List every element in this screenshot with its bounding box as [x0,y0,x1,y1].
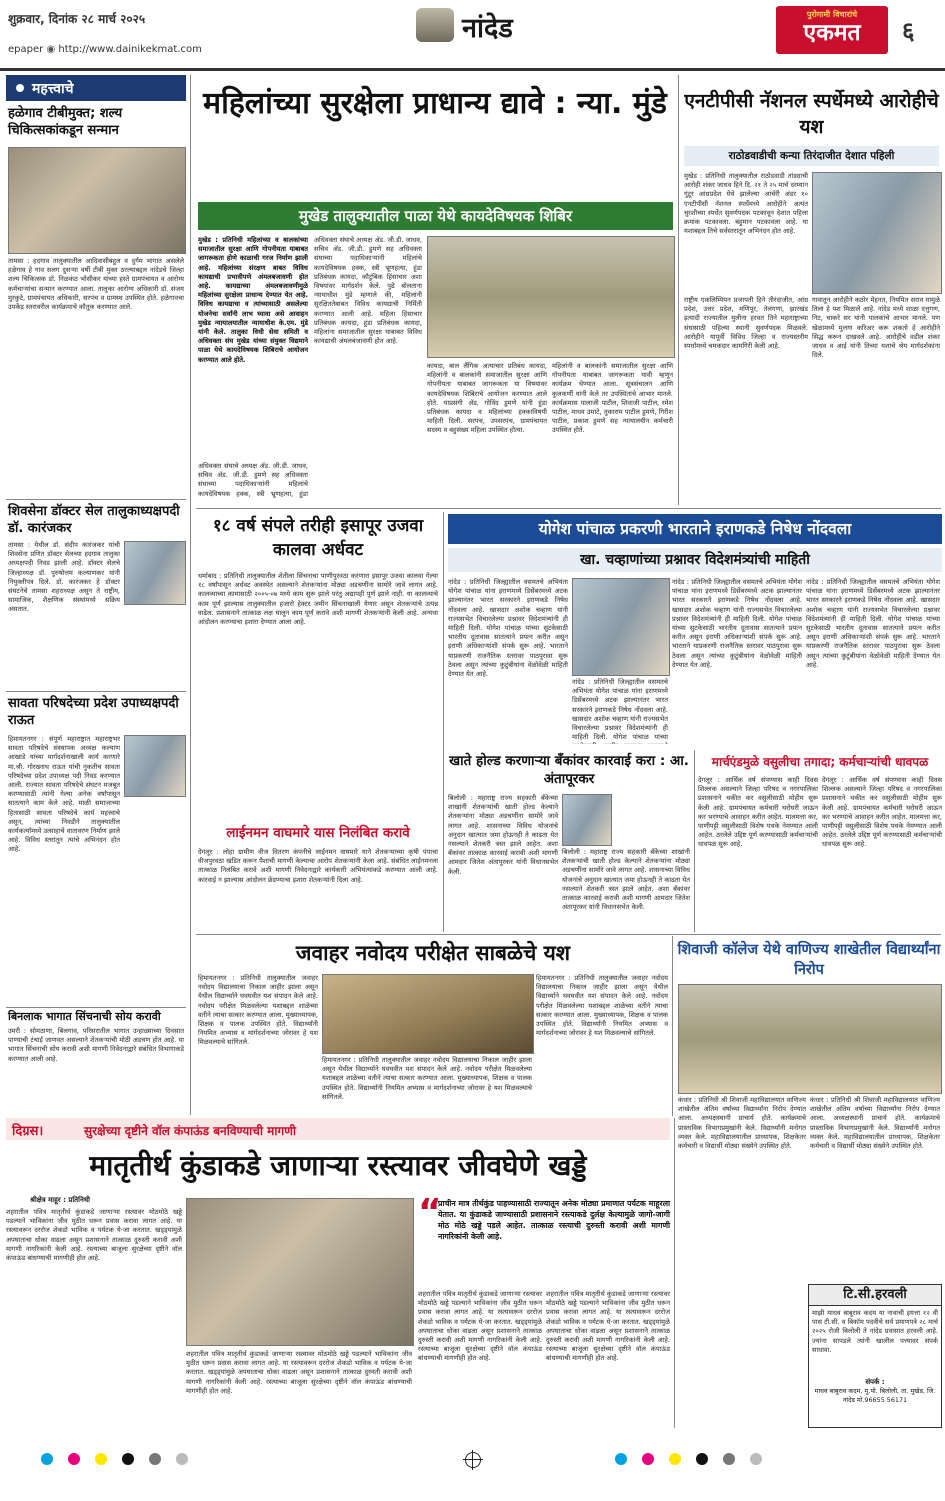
bank-vline [694,750,695,932]
notice-contact-label: संपर्क : [865,1378,885,1386]
road-body-4: शहरातील पवित्र मातृतीर्थ कुंडाकडे जाणाऱ्या रस्त्यावर मोठमोठे खड्डे पडल्याने भाविकांना जीव मुठीत धरून प्रवास करावा लागत आहे. या रस्त्यावरून दररोज शेकडो भाविक व पर्यटक ये-जा करतात. खड्ड्यांमुळे अपघाताचा धोका वाढला असून प्रशासनाने तात्काळ दुरुस्ती करावी अशी मागणी नागरिकांनी केली आहे. रस्त्याच्या बाजूला सुरक्षेच्या दृष्टीने वॉल कंपाऊंड बांधण्याची मागणीही होत आहे. [546,1290,670,1363]
city-name: नांदेड [462,13,513,44]
s4-body: उमरी : सोमठाणा, बिलगाव, परिसरातील भागात उन्हाळ्याच्या दिवसात पाण्याची टंचाई जाणवत असल्याने शेतकऱ्यांची मोठी अडचण होत आहे. या भागात सिंचनाची सोय करावी अशी मागणी निवेदनाद्वारे संबंधित विभागाकडे करण्यात आली आहे. [8,1027,184,1063]
road-body: शहरातील पवित्र मातृतीर्थ कुंडाकडे जाणाऱ्या रस्त्यावर मोठमोठे खड्डे पडल्याने भाविकांना जीव मुठीत धरून प्रवास करावा लागत आहे. या रस्त्यावरून दररोज शेकडो भाविक व पर्यटक ये-जा करतात. खड्ड्यांमुळे अपघाताचा धोका वाढला असून प्रशासनाने तात्काळ दुरुस्ती करावी अशी मागणी नागरिकांनी केली आहे. रस्त्याच्या बाजूला सुरक्षेच्या दृष्टीने वॉल कंपाऊंड बांधण्याची मागणीही होत आहे. [6,1208,182,1263]
lead-col4: महिलांनी व बालकांनी समाजातील सुरक्षा आणि गोपनीयता याबाबत जागरूकता यावी म्हणून कार्यक्रम घेण्यात आला. सूत्रसंचालन आणि कुलकर्णी यांनी केले तर उपस्थितांचे आभार मानले. कार्यक्रमास पालाजी पाटील, शिवाजी पाटील, रमेश पाटील, माधव उमाटे, तुकाराम पाटील डुमणे, गिरीश पाटील, प्रकाश डुमणे सह न्यायालयीन कर्मचारी उपस्थित होते. [552,362,673,435]
lead-vline [678,75,679,505]
yellow-dot-icon [95,1453,107,1465]
athlete-subhead: राठोडवाडीची कन्या तिरंदाजीत देशात पहिली [684,146,939,166]
road-photo [186,1198,414,1346]
yellow-dot-icon [669,1453,681,1465]
section-label-text: महत्त्वाचे [32,81,74,97]
navodaya-body-2: हिमायतनगर : प्रतिनिधी तालुक्यातील जवाहर नवोदय विद्यालयाचा निकाल जाहीर झाला असून येथील विद्यार्थ्याने घवघवीत यश संपादन केले आहे. नवोदय परीक्षेत मिळवलेल्या यशाबद्दल शाळेच्या वतीने त्याचा सत्कार करण्यात आला. मुख्याध्यापक, शिक्षक व पालक उपस्थित होते. विद्यार्थ्यांनी नियमित अभ्यास व मार्गदर्शनाच्या जोरावर हे यश मिळवल्याचे सांगितले. [322,1056,532,1101]
lead-photo [427,236,675,358]
s1-photo [8,147,186,254]
bank-body: बिलोली : महाराष्ट्र राज्य सहकारी बँकेच्या शाखांनी शेतकऱ्यांची खाती होल्ड केल्याने शेतकऱ्यांना मोठ्या अडचणींना सामोरे जावे लागत आहे. शासनाच्या विविध योजनांचे अनुदान खात्यात जमा होऊनही ते काढता येत नसल्याने शेतकरी त्रस्त झाले आहेत. अशा बँकांवर तात्काळ कारवाई करावी अशी मागणी आमदार जितेश अंतापूरकर यांनी विधानसभेत केली. [448,794,558,876]
lead-col2: अधिवक्ता संघाचे अध्यक्ष ॲड. जी.डी. जाधव, सचिव ॲड. जी.डी. डुमणे सह अधिवक्ता संघाच्या पदाधिकाऱ्यांनी महिलांचे कायदेविषयक हक्क, स्त्री भ्रूणहत्या, हुंडा प्रतिबंधक कायदा, कौटुंबिक हिंसाचार अशा विषयांवर मार्गदर्शन केले. पुढे बोलताना न्यायाधीश मुंडे म्हणाले की, महिलांनी सुरक्षिततेबाबत विविध कायद्याची निर्मिती करण्यात आली आहे. महिला हिंसाचार प्रतिबंधक कायदा, हुंडा प्रतिबंधक कायदा, महिलांना समाजातील सुरक्षा याबाबत विविध कायद्याची अंमलबजावणी होत आहे. [314,236,422,346]
lead-col1-tail: अधिवक्ता संघाचे अध्यक्ष ॲड. जी.डी. जाधव, सचिव ॲड. जी.डी. डुमणे सह अधिवक्ता संघाच्या पदाधिकाऱ्यांनी महिलांचे कायदेविषयक हक्क, स्त्री भ्रूणहत्या, हुंडा [198,462,308,498]
navodaya-body: हिमायतनगर : प्रतिनिधी तालुक्यातील जवाहर नवोदय विद्यालयाचा निकाल जाहीर झाला असून येथील विद्यार्थ्याने घवघवीत यश संपादन केले आहे. नवोदय परीक्षेत मिळवलेल्या यशाबद्दल शाळेच्या वतीने त्याचा सत्कार करण्यात आला. मुख्याध्यापक, शिक्षक व पालक उपस्थित होते. विद्यार्थ्यांनी नियमित अभ्यास व मार्गदर्शनाच्या जोरावर हे यश मिळवल्याचे सांगितले. [198,974,318,1047]
shivaji-body: कंधार : प्रतिनिधी श्री शिवाजी महाविद्यालयात वाणिज्य शाखेतील अंतिम वर्षाच्या विद्यार्थ्यांना निरोप देण्यात आला. अध्यक्षस्थानी प्राचार्य होते. कार्यक्रमाचे प्रास्ताविक विभागप्रमुखांनी केले. विद्यार्थ्यांनी मनोगत व्यक्त केले. महाविद्यालयातील प्राध्यापक, शिक्षकेतर कर्मचारी व विद्यार्थी मोठ्या संख्येने उपस्थित होते. [678,1096,806,1151]
masthead [0,0,945,70]
road-quote [418,1192,670,1280]
road-band [6,1118,670,1140]
lead-subhead: मुखेड तालुक्यातील पाळा येथे कायदेविषयक शिबिर [198,202,673,230]
paper-logo [776,6,888,54]
bank-headline: खाते होल्ड करणाऱ्या बँकांवर कारवाई करा : आ. अंतापूरकर [449,753,689,787]
yogesh-subhead: खा. चव्हाणांच्या प्रश्नावर विदेशमंत्र्यांची माहिती [448,548,942,572]
notice-body: माझी माधव बाबुराव कदम या नावाची इयत्ता १२ वी पास टी.सी. व बिकॉम पदवीचे सर्व प्रमाणपत्रे २८ मार्च २०२५ रोजी बिलोली ते नांदेड प्रवासात हरवली आहे. ज्यांना सापडले त्यांनी खालील पत्त्यावर संपर्क साधावा. [812,1309,938,1354]
road-byline: श्रीक्षेत्र माहूर : प्रतिनिधी [30,1196,90,1204]
road-vline [674,1118,675,1428]
section-label [6,75,186,101]
s2-photo [124,541,186,605]
mid-hrule [196,508,941,509]
sidebar-vline [190,75,191,1115]
shivaji-body-2: कंधार : प्रतिनिधी श्री शिवाजी महाविद्यालयात वाणिज्य शाखेतील अंतिम वर्षाच्या विद्यार्थ्यांना निरोप देण्यात आला. अध्यक्षस्थानी प्राचार्य होते. कार्यक्रमाचे प्रास्ताविक विभागप्रमुखांनी केले. विद्यार्थ्यांनी मनोगत व्यक्त केले. महाविद्यालयातील प्राध्यापक, शिक्षकेतर कर्मचारी व विद्यार्थी मोठ्या संख्येने उपस्थित होते. [810,1096,940,1151]
color-bar-left [36,1450,336,1470]
city-badge [416,6,571,46]
yogesh-body-3: नांदेड : प्रतिनिधी जिल्ह्यातील वसमतचे अभियंता योगेश पांचाळ यांना इराणमध्ये डिसेंबरमध्ये अटक झाल्यानंतर भारत सरकारने इराणकडे निषेध नोंदवला आहे. खासदार अशोक चव्हाण यांनी राज्यसभेत विचारलेल्या प्रश्नावर विदेशमंत्र्यांनी ही माहिती दिली. योगेश पांचाळ यांच्या सुटकेसाठी भारतीय दूतावास सातत्याने प्रयत्न करीत असून इराणी अधिकाऱ्यांशी संपर्क सुरू आहे. भारताने याप्रकरणी राजनैतिक स्तरावर पाठपुरावा सुरू ठेवला असून त्यांच्या कुटुंबीयांना वेळोवेळी माहिती देण्यात येत आहे. [672,578,802,669]
s1-body: तामसा : हदगाव तालुक्यातील आदिवासीबहुल व दुर्गम भागात असलेले हळेगाव हे गाव सलग दुसऱ्या वर्षी टीबी मुक्त ठरल्याबद्दल नांदेडचे जिल्हा शल्य चिकित्सक डॉ. निळकंठ भोसीकर यांच्या हस्ते ग्रामपंचायत व आरोग्य कर्मचाऱ्यांचा सन्मान करण्यात आला. तालुका आरोग्य अधिकारी डॉ. संजय मुरकुटे, ग्रामपंचायत अधिकारी, सरपंच व ग्रामस्थ उपस्थित होते. हळेगावचा उपकेंद्र स्तरावरील कार्यक्रमाचे कौतुक करण्यात आले. [8,257,184,312]
s3-photo [124,735,186,797]
shivaji-headline: शिवाजी कॉलेज येथे वाणिज्य शाखेतील विद्यार्थ्यांना निरोप [677,942,941,978]
lead-col3: कायदा, बाल लैंगिक अत्याचार प्रतिबंध कायदा, महिलांनी व बालकांनी समाजातील सुरक्षा आणि गोपनीयता याबाबत जागरूकता या विषयावर कायदेविषयक शिबिराचे आयोजन करण्यात आले होते. याप्रसंगी ॲड. गोविंद डुमणे यांनी हुंडा प्रतिबंधक कायदा व महिलांच्या हक्काविषयी माहिती दिली. सरपंच, उपसरपंच, ग्रामपंचायत सदस्य व बहुसंख्य महिला उपस्थित होत्या. [427,362,547,435]
lineman-headline: लाईनमन वाघमारे यास निलंबित करावे [226,825,410,841]
city-emblem-icon [416,8,454,42]
epaper-line [8,44,202,55]
s2-title: शिवसेना डॉक्टर सेल तालुकाध्यक्षपदी डॉ. कारंजकर [8,504,180,536]
isapur-vline [443,512,444,932]
site-url[interactable]: http://www.dainikekmat.com [58,44,202,55]
athlete-body3: गावातून आरोहीने कठोर मेहनत, नियमित सराव यामुळे तिला हे यश मिळाले आहे. नांदेड मध्ये शाळा दत्तुगण, निट, चाकरे सर यांनी पालकांचे आभार मानले. पण खेळामध्ये मुलगा करिअर करू शकतो हे आरोहीने सिद्ध करून दाखवले आहे. आरोहीचे वडील शंकर जाधव व आई यांनी तिच्या यशाचे श्रेय मार्गदर्शकांना दिले. [812,296,940,360]
lead-headline: महिलांच्या सुरक्षेला प्राधान्य द्यावे : न्या. मुंडे [203,86,667,121]
paper-tagline: पुरोगामी विचारांचे [806,10,858,19]
yogesh-photo [572,578,670,676]
black-dot-icon [122,1453,134,1465]
yogesh-body-2: नांदेड : प्रतिनिधी जिल्ह्यातील वसमतचे अभियंता योगेश पांचाळ यांना इराणमध्ये डिसेंबरमध्ये अटक झाल्यानंतर भारत सरकारने इराणकडे निषेध नोंदवला आहे. खासदार अशोक चव्हाण यांनी राज्यसभेत विचारलेल्या प्रश्नावर विदेशमंत्र्यांनी ही माहिती दिली. योगेश पांचाळ यांच्या [572,678,668,742]
hrule-2 [196,934,941,935]
march-body-2: देगलूर : आर्थिक वर्ष संपण्यास काही दिवस शिल्लक असल्याने जिल्हा परिषद व नगरपालिका प्रशासनाने थकीत कर वसुलीसाठी मोहीम सुरू केली आहे. ग्रामपंचायत कर्मचारी घरोघरी जाऊन कर भरण्याचे आवाहन करीत आहेत. मालमत्ता कर, पाणीपट्टी वसुलीसाठी विशेष पथके नेमण्यात आली आहेत. ठरलेले उद्दिष्ट पूर्ण करण्यासाठी कर्मचाऱ्यांची धावपळ सुरू आहे. [822,776,942,849]
march-headline: मार्चएंडमुळे वसुलीचा तगादा; कर्मचाऱ्यांची धावपळ [711,755,929,769]
road-quote-text: प्राचीन मात्र तीर्थकुंड पाहण्यासाठी राज्यातून अनेक मोठ्या प्रमाणात पर्यटक माहूरला येतात. या कुंडाकडे जाण्यासाठी प्रशासनाने रस्त्याकडे दुर्लक्ष केल्यामुळे जागो-जागी मोठ मोठे खड्डे पडले आहेत. तात्काळ रस्त्याची दुरुस्ती करावी अशी मागणी नागरिकांनी केली आहे. [438,1199,670,1241]
masthead-rule [0,68,945,71]
bank-photo [562,794,612,846]
yogesh-body-4: नांदेड : प्रतिनिधी जिल्ह्यातील वसमतचे अभियंता योगेश पांचाळ यांना इराणमध्ये डिसेंबरमध्ये अटक झाल्यानंतर भारत सरकारने इराणकडे निषेध नोंदवला आहे. खासदार अशोक चव्हाण यांनी राज्यसभेत विचारलेल्या प्रश्नावर विदेशमंत्र्यांनी ही माहिती दिली. योगेश पांचाळ यांच्या सुटकेसाठी भारतीय दूतावास सातत्याने प्रयत्न करीत असून इराणी अधिकाऱ्यांशी संपर्क सुरू आहे. भारताने याप्रकरणी राजनैतिक स्तरावर पाठपुरावा सुरू ठेवला असून त्यांच्या कुटुंबीयांना वेळोवेळी माहिती देण्यात येत आहे. [806,578,940,669]
bank-body-2: बिलोली : महाराष्ट्र राज्य सहकारी बँकेच्या शाखांनी शेतकऱ्यांची खाती होल्ड केल्याने शेतकऱ्यांना मोठ्या अडचणींना सामोरे जावे लागत आहे. शासनाच्या विविध योजनांचे अनुदान खात्यात जमा होऊनही ते काढता येत नसल्याने शेतकरी त्रस्त झाले आहेत. अशा बँकांवर तात्काळ कारवाई करावी अशी मागणी आमदार जितेश अंतापूरकर यांनी विधानसभेत केली. [562,848,690,912]
notice-box [808,1284,942,1428]
sidebar [6,75,186,1115]
magenta-dot-icon [642,1453,654,1465]
road-body-3: शहरातील पवित्र मातृतीर्थ कुंडाकडे जाणाऱ्या रस्त्यावर मोठमोठे खड्डे पडल्याने भाविकांना जीव मुठीत धरून प्रवास करावा लागत आहे. या रस्त्यावरून दररोज शेकडो भाविक व पर्यटक ये-जा करतात. खड्ड्यांमुळे अपघाताचा धोका वाढला असून प्रशासनाने तात्काळ दुरुस्ती करावी अशी मागणी नागरिकांनी केली आहे. रस्त्याच्या बाजूला सुरक्षेच्या दृष्टीने वॉल कंपाऊंड बांधण्याची मागणीही होत आहे. [418,1290,542,1363]
color-bar-right [610,1450,910,1470]
road-headline: मातृतीर्थ कुंडाकडे जाणाऱ्या रस्त्यावर जीवघेणे खड्डे [89,1149,587,1182]
isapur-body: धर्माबाद : प्रतिनिधी तालुक्यातील शेतीला सिंचनाचा पाणीपुरवठा करणारा इसापूर उजवा कालवा गेल्या १८ वर्षांपासून अर्धवट अवस्थेत असल्याने शेतकऱ्यांना मोठ्या अडचणींना सामोरे जावे लागत आहे. कालव्याच्या कामासाठी २००५-०७ मध्ये काम सुरू झाले परंतु अद्यापही पूर्ण झाले नाही. या कालव्याचे काम पूर्ण झाल्यास तालुक्यातील हजारो हेक्टर जमीन सिंचनाखाली येणार असून शेतकऱ्यांचे उत्पन्न वाढेल. प्रशासनाने तात्काळ लक्ष घालून काम पूर्ण करावे अशी मागणी शेतकऱ्यांनी केली आहे. अन्यथा आंदोलन करण्याचा इशारा देण्यात आला आहे. [198,572,438,627]
navodaya-body-3: हिमायतनगर : प्रतिनिधी तालुक्यातील जवाहर नवोदय विद्यालयाचा निकाल जाहीर झाला असून येथील विद्यार्थ्याने घवघवीत यश संपादन केले आहे. नवोदय परीक्षेत मिळवलेल्या यशाबद्दल शाळेच्या वतीने त्याचा सत्कार करण्यात आला. मुख्याध्यापक, शिक्षक व पालक उपस्थित होते. विद्यार्थ्यांनी नियमित अभ्यास व मार्गदर्शनाच्या जोरावर हे यश मिळवल्याचे सांगितले. [536,974,668,1038]
registration-mark-icon [465,1452,481,1468]
march-body: देगलूर : आर्थिक वर्ष संपण्यास काही दिवस शिल्लक असल्याने जिल्हा परिषद व नगरपालिका प्रशासनाने थकीत कर वसुलीसाठी मोहीम सुरू केली आहे. ग्रामपंचायत कर्मचारी घरोघरी जाऊन कर भरण्याचे आवाहन करीत आहेत. मालमत्ता कर, पाणीपट्टी वसुलीसाठी विशेष पथके नेमण्यात आली आहेत. ठरलेले उद्दिष्ट पूर्ण करण्यासाठी कर्मचाऱ्यांची धावपळ सुरू आहे. [698,776,818,849]
athlete-body2: राष्ट्रीय एकलिम्पियन प्रजापती हिने तीरंदाजीत, आंध्र प्रदेश, उत्तर प्रदेश, मणिपूर, तेलंगणा, झारखंड इत्यादी राज्यातील मुलीना हरवत तिने महाराष्ट्राच्या संघासाठी पहिल्या स्थानी सुवर्णपदक मिळवले. आरोहीने यापूर्वी विविध जिल्हा व राज्यस्तरीय स्पर्धांमध्ये चमकदार कामगिरी केली आहे. [684,296,808,351]
globe-icon: ◉ [46,44,56,55]
yogesh-body: नांदेड : प्रतिनिधी जिल्ह्यातील वसमतचे अभियंता योगेश पांचाळ यांना इराणमध्ये डिसेंबरमध्ये अटक झाल्यानंतर भारत सरकारने इराणकडे निषेध नोंदवला आहे. खासदार अशोक चव्हाण यांनी राज्यसभेत विचारलेल्या प्रश्नावर विदेशमंत्र्यांनी ही माहिती दिली. योगेश पांचाळ यांच्या सुटकेसाठी भारतीय दूतावास सातत्याने प्रयत्न करीत असून इराणी अधिकाऱ्यांशी संपर्क सुरू आहे. भारताने याप्रकरणी राजनैतिक स्तरावर पाठपुरावा सुरू ठेवला असून त्यांच्या कुटुंबीयांना वेळोवेळी माहिती देण्यात येत आहे. [448,578,568,679]
navodaya-vline [672,936,673,1116]
gray-dot-icon [149,1453,161,1465]
navodaya-headline: जवाहर नवोदय परीक्षेत साबळेचे यश [295,941,571,965]
notice-contact: माधव बाबुराव कदम, मु.पो. बिलोली, ता. मुखेड, जि. नांदेड मो.96655 56171 [814,1387,936,1404]
date-line: शुक्रवार, दिनांक २८ मार्च २०२५ [8,12,146,26]
epaper-label: epaper [8,44,44,55]
isapur-headline: १८ वर्ष संपले तरीही इसापूर उजवा कालवा अर्धवट [212,516,424,560]
athlete-body1: मुखेड : प्रतिनिधी तालुक्यातील राठोडवाडी तांड्याची आरोही शंकर जाधव हिने दि. २१ ते २५ मार्च दरम्यान गुंटूर आंध्रप्रदेश येथे झालेल्या आर्चरी अंडर १० एनटीपीसी नॅशनल स्पर्धेमध्ये आरोहीने अत्यंत चुरशीच्या स्पर्धेत सुवर्णपदक पटकावून देशात पहिला क्रमांक पटकावला. बहुमान पटकावला आहे. या यशाबद्दल तिचे सर्वस्तरातून अभिनंदन होत आहे. [684,172,808,236]
sidebar-divider-2 [6,691,186,692]
s3-body: हिमायतनगर : संपूर्ण महाराष्ट्रात महाराष्ट्रभर सावता परिषदेचे संस्थापक अध्यक्ष कल्याण आखाडे यांच्या मार्गदर्शनाखाली कार्य करणारे मा.श्री. गोरख्नाथ राऊत यांची नुकतीच सावता परिषदेच्या प्रदेश उपाध्यक्ष पदी निवड करण्यात आली. राज्यात सावता परिषदेचे संघटन मजबूत करण्यासाठी त्यांनी गेल्या अनेक वर्षांपासून सातत्याने काम केले आहे. माळी समाजाच्या हितासाठी सावता परिषदेचे कार्य महत्त्वाचे असून, त्यांच्या निवडीने तालुक्यातील कार्यकर्त्यांमध्ये उत्साहाचे वातावरण निर्माण झाले आहे. विविध स्तरांतून त्यांचे अभिनंदन होत आहे. [8,735,120,854]
s3-title: सावता परिषदेच्या प्रदेश उपाध्यक्षपदी राऊत [8,696,179,728]
gray-dot-icon [723,1453,735,1465]
road-band-place: दिग्रस। [12,1124,44,1139]
s2-body: तामसा : येथील डॉ. संदीप कारंजकर यांची शिवसेना प्रणित डॉक्टर सेलच्या हदगाव तालुका अध्यक्षपदी निवड झाली आहे. डॉक्टर सेलचे जिल्हाध्यक्ष डॉ. पुरुषोत्तम कल्याणकर यांनी नियुक्तीपत्र दिले. डॉ. कारंजकर हे डॉक्टर संघटनेचे तामसा शहराध्यक्ष असून ते राष्ट्रीय, सामाजिक, शैक्षणिक संस्थांमध्ये सक्रिय असतात. [8,541,120,614]
black-dot-icon [696,1453,708,1465]
section-marker-icon [16,84,24,92]
quote-mark-icon: “ [418,1192,442,1233]
navodaya-photo [322,974,534,1054]
cyan-dot-icon [615,1453,627,1465]
road-body-2: शहरातील पवित्र मातृतीर्थ कुंडाकडे जाणाऱ्या रस्त्यावर मोठमोठे खड्डे पडल्याने भाविकांना जीव मुठीत धरून प्रवास करावा लागत आहे. या रस्त्यावरून दररोज शेकडो भाविक व पर्यटक ये-जा करतात. खड्ड्यांमुळे अपघाताचा धोका वाढला असून प्रशासनाने तात्काळ दुरुस्ती करावी अशी मागणी नागरिकांनी केली आहे. रस्त्याच्या बाजूला सुरक्षेच्या दृष्टीने वॉल कंपाऊंड बांधण्याची मागणीही होत आहे. [186,1350,412,1395]
athlete-photo [812,172,942,294]
yogesh-headline: योगेश पांचाळ प्रकरणी भारताने इराणकडे निषेध नोंदवला [448,514,942,544]
athlete-headline: एनटीपीसी नॅशनल स्पर्धेमध्ये आरोहीचे यश [684,90,939,138]
lead-col1b [198,462,308,498]
light-gray-dot-icon [176,1453,188,1465]
light-gray-dot-icon [750,1453,762,1465]
s1-title: हळेगाव टीबीमुक्त; शल्य चिकित्सकांकडून सन्मान [8,106,123,138]
lead-col1: मुखेड : प्रतिनिधी महिलांच्या व बालकांच्या समाजातील सुरक्षा आणि गोपनीयता याबाबत जागरूकता होणे काळाची गरज निर्माण झाली आहे. महिलांच्या संरक्षण बाबत विविध कायद्याची प्रभावीपणे अंमलबजावणी होत आहे. कायद्याच्या अंमलबजावणीमुळे महिलांच्या सुरक्षेला प्राधान्य देण्यात येत आहे. विविध कायद्याचा व त्यांच्यासाठी असलेल्या योजनेचा सर्वांनी लाभ घ्यावा असे आवाहन मुखेड न्यायालयातील न्यायाधीश के.एम. मुंडे यांनी केले. तालुका विधी सेवा समिती व अधिवक्ता संघ मुखेड यांच्या संयुक्त विद्यमाने पाळा येथे कायदेविषयक शिबिराचे आयोजन करण्यात आले होते. [198,236,308,364]
cyan-dot-icon [41,1453,53,1465]
magenta-dot-icon [68,1453,80,1465]
sidebar-divider [6,499,186,500]
paper-name: एकमत [803,20,861,46]
shivaji-photo [678,984,942,1094]
notice-title: टि.सी.हरवली [809,1285,941,1306]
lineman-body: देगलूर : लोहा ग्रामीण वीज वितरण कंपनीचे लाईनमन वाघमारे याने शेतकऱ्याच्या कृषी पंपाचा वीजपुरवठा खंडित करून पैशाची मागणी केल्याचा आरोप शेतकऱ्यांनी केला आहे. संबंधित लाईनमनला तात्काळ निलंबित करावे अशी मागणी निवेदनाद्वारे कार्यकारी अभियंत्यांकडे करण्यात आली आहे. कारवाई न झाल्यास आंदोलन छेडण्याचा इशारा शेतकऱ्यांनी दिला आहे. [198,848,438,884]
page-number: ६ [902,17,915,45]
s4-title: बिनलाक भागात सिंचनाची सोय करावी [8,1010,161,1023]
sidebar-divider-3 [6,1007,186,1008]
road-band-text: सुरक्षेच्या दृष्टीने वॉल कंपाऊंड बनविण्याची मागणी [84,1124,296,1138]
